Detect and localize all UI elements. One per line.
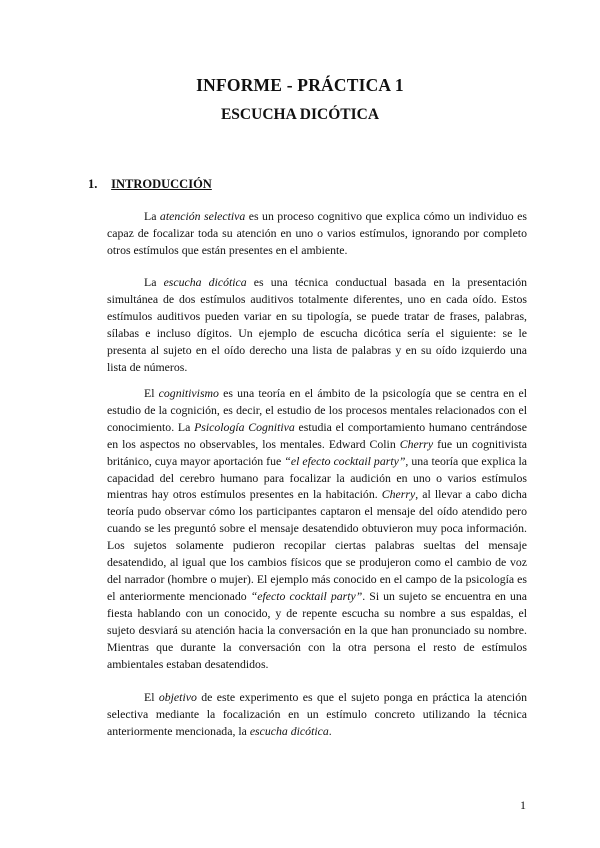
emphasis: Psicología Cognitiva <box>194 419 295 434</box>
text-run: El <box>144 386 159 400</box>
text-run: de este experimento es que el sujeto ponga en práctica la atención selectiva mediante la focalización en un estímulo concreto utilizando la técnica anteriormente mencionada, la <box>107 690 527 738</box>
emphasis: “el efecto cocktail party” <box>284 453 406 468</box>
text-run: . Si un sujeto se encuentra en una fiesta hablando con un conocido, y de repente escucha su nombre a sus espaldas, el sujeto desviará su atención hacia la conversación en la que han pronunciado su nombre. Mientras que durante la conversación con la otra persona el resto de estímulos ambientales estaban desatendidos. <box>107 588 528 671</box>
text-run: fue un cognitivista británico, cuya mayor aportación fue <box>107 436 527 468</box>
emphasis: cognitivismo <box>158 386 219 400</box>
text-run: La <box>144 209 160 223</box>
emphasis: Cherry <box>381 487 416 502</box>
text-run: es una teoría en el ámbito de la psicología que se centra en el estudio de la cognición, es decir, el estudio de los procesos mentales relacionados con el conocimiento. La <box>107 386 528 434</box>
document-subtitle: ESCUCHA DICÓTICA <box>220 106 380 123</box>
emphasis: escucha dicótica <box>249 723 329 738</box>
text-run: , una teoría que explica la capacidad del cerebro humano para focalizar la audición en uno o varios estímulos mientras hay otros estímulos presentes en la habitación. <box>107 453 527 502</box>
text-run: El <box>144 690 159 704</box>
text-run: es una técnica conductual basada en la presentación simultánea de dos estímulos auditivos totalmente diferentes, uno en cada oído. Estos estímulos auditivos pueden variar en su tipología, se puede tratar de frases, palabras, sílabas e incluso dígitos. Un ejemplo de escucha dicótica sería el siguiente: se le presenta al sujeto en el oído derecho una lista de palabras y en su oído izquierdo una lista de números. <box>107 275 527 374</box>
document-title: INFORME - PRÁCTICA 1 <box>196 75 404 95</box>
emphasis: Cherry <box>399 436 434 451</box>
paragraph-atencion-selectiva <box>107 208 527 259</box>
section-title: INTRODUCCIÓN <box>111 177 212 191</box>
section-heading <box>88 177 212 192</box>
emphasis: atención selectiva <box>159 209 246 223</box>
page-number: 1 <box>520 798 526 812</box>
text-run: La <box>144 275 164 289</box>
emphasis: “efecto cocktail party” <box>250 588 363 603</box>
paragraph-escucha-dicotica <box>107 274 527 375</box>
text-run: estudia el comportamiento humano centrándose en los aspectos no observables, los mentales. Edward Colin <box>107 419 527 451</box>
text-run: es un proceso cognitivo que explica cómo un individuo es capaz de focalizar toda su atención en uno o varios estímulos, ignorando por completo otros estímulos que están presentes en el ambiente. <box>107 209 527 257</box>
emphasis: escucha dicótica <box>163 275 247 289</box>
paragraph-cognitivismo <box>107 385 527 672</box>
emphasis: objetivo <box>158 690 197 704</box>
section-number: 1. <box>88 177 98 191</box>
text-run: . <box>328 723 332 738</box>
paragraph-objetivo <box>107 689 527 740</box>
text-run: , al llevar a cabo dicha teoría pudo observar cómo los participantes captaron el mensaje del oído atendido pero cuando se les preguntó sobre el mensaje desatendido obtuvieron muy poca información. Los sujetos solamente pudieron recopilar ciertas palabras sueltas del mensaje desatendido, al igual que los cambios físicos que se produjeron como el cambio de voz del narrador (hombre o mujer). El ejemplo más conocido en el campo de la psicología es el anteriormente mencionado <box>107 487 527 603</box>
